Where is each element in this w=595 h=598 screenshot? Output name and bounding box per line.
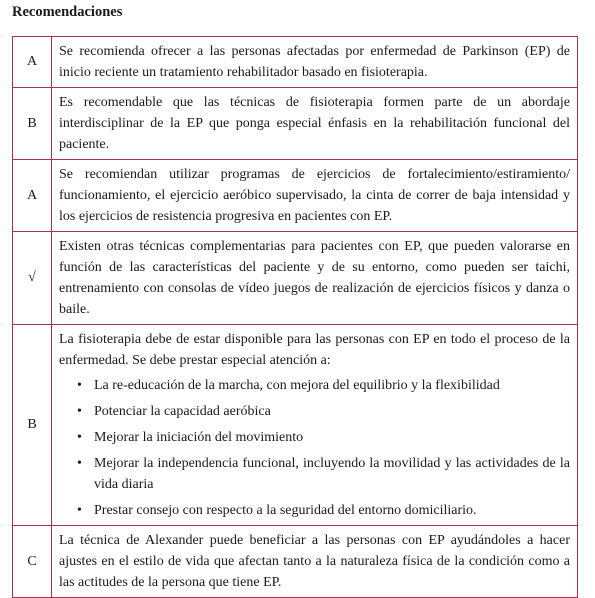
table-row — [13, 232, 578, 325]
recommendation-text: Es recomendable que las técnicas de fisioterapia formen parte de un abordaje interdisciplinar de la EP que ponga especial énfasis en la rehabilitación funcional del paciente. — [52, 88, 578, 160]
bullet-icon: • — [77, 503, 82, 518]
table-row — [13, 37, 578, 88]
bullet-icon: • — [77, 404, 82, 419]
recommendation-text: La técnica de Alexander puede beneficiar a las personas con EP ayudándoles a hacer ajustes en el estilo de vida que afectan tanto a la naturaleza física de la condición como a las actitudes de la persona que tiene EP. — [52, 526, 578, 598]
list-item: • Prestar consejo con respecto a la seguridad del entorno domiciliario. — [77, 500, 570, 521]
recommendation-text: Se recomiendan utilizar programas de ejercicios de fortalecimiento/estiramiento/ funcionamiento, el ejercicio aeróbico supervisado, la cinta de correr de baja intensidad y los ejercicios de resistencia progresiva en pacientes con EP. — [52, 160, 578, 232]
recommendation-text: Se recomienda ofrecer a las personas afectadas por enfermedad de Parkinson (EP) de inicio reciente un tratamiento rehabilitador basado en fisioterapia. — [52, 37, 578, 88]
recommendations-table — [12, 36, 578, 598]
bullet-icon: • — [77, 430, 82, 445]
recommendation-cell — [52, 325, 578, 526]
section-heading: Recomendaciones — [12, 4, 123, 20]
list-item: • Mejorar la independencia funcional, incluyendo la movilidad y las actividades de la vida diaria — [77, 453, 570, 495]
bullet-list — [59, 375, 570, 521]
table-row — [13, 88, 578, 160]
recommendation-text: Existen otras técnicas complementarias para pacientes con EP, que pueden valorarse en función de las características del paciente y de su entorno, como pueden ser taichi, entrenamiento con consolas de vídeo juegos de realización de ejercicios físicos y danza o baile. — [52, 232, 578, 325]
grade-cell: B — [13, 325, 52, 526]
list-item: • Potenciar la capacidad aeróbica — [77, 401, 570, 422]
recommendation-text: La fisioterapia debe de estar disponible para las personas con EP en todo el proceso de la enfermedad. Se debe prestar especial atención a: — [59, 332, 570, 368]
list-item: • La re-educación de la marcha, con mejora del equilibrio y la flexibilidad — [77, 375, 570, 396]
table-row — [13, 325, 578, 526]
bullet-icon: • — [77, 378, 82, 393]
grade-cell: B — [13, 88, 52, 160]
bullet-icon: • — [77, 456, 82, 471]
list-item: • Mejorar la iniciación del movimiento — [77, 427, 570, 448]
grade-cell: A — [13, 160, 52, 232]
table-row — [13, 160, 578, 232]
table-row — [13, 526, 578, 598]
grade-cell: C — [13, 526, 52, 598]
grade-cell: A — [13, 37, 52, 88]
grade-cell: √ — [13, 232, 52, 325]
